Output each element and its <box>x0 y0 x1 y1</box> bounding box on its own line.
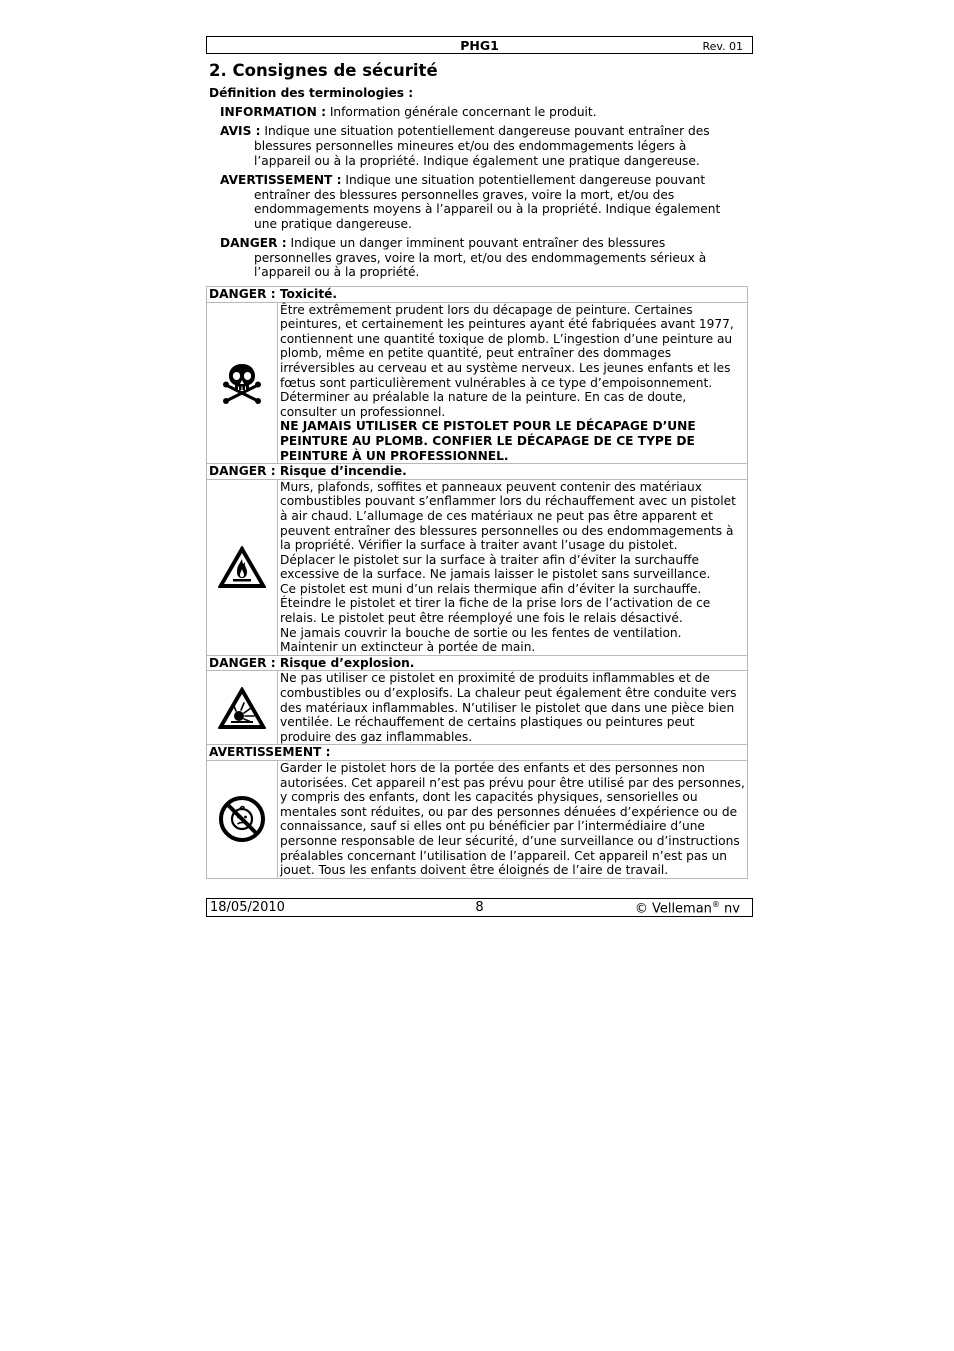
warning-paragraph: Être extrêmement prudent lors du décapage de peinture. Certaines peintures, et certainement les peintures ayant été fabriquées avant 1977, contiennent une quantité toxique de plomb. L’ingestion d’une peinture au plomb, même en petite quantité, peut entraîner des dommages irréversibles au cerveau et au système nerveux. Les jeunes enfants et les fœtus sont particulièrement vulnérables à ce type d’empoisonnement. <box>280 302 734 390</box>
header-model: PHG1 <box>460 38 499 53</box>
warning-text-cell <box>278 671 748 745</box>
safety-warnings-table <box>206 286 748 879</box>
warning-text-cell <box>278 302 748 464</box>
definition-information <box>220 105 746 120</box>
definition-avis <box>220 124 746 168</box>
definition-avertissement <box>220 173 746 231</box>
warning-text-cell <box>278 761 748 879</box>
page-footer <box>206 898 753 917</box>
definition-term: AVERTISSEMENT : <box>220 172 342 187</box>
definitions-list <box>220 105 746 285</box>
definition-text: Information générale concernant le produit. <box>329 105 597 119</box>
definition-term: DANGER : <box>220 236 287 251</box>
warning-title-row <box>207 745 748 761</box>
warning-paragraph: Ce pistolet est muni d’un relais thermique afin d’éviter la surchauffe. Éteindre le pistolet et tirer la fiche de la prise lors de l’activation de ce relais. Le pistolet peut être réemployé une fois le relais désactivé. <box>280 581 711 626</box>
warning-icon-cell <box>207 302 278 464</box>
warning-title-row <box>207 464 748 480</box>
warning-paragraph: Murs, plafonds, soffites et panneaux peuvent contenir des matériaux combustibles pouvant s’enflammer lors du réchauffement avec un pistolet à air chaud. L’allumage de ces matériaux ne peut pas être apparent et peuvent entraîner des blessures personnelles ou des endommagements à la propriété. Vérifier la surface à traiter avant l’usage du pistolet. <box>280 479 736 553</box>
section-title: 2. Consignes de sécurité <box>209 61 438 80</box>
warning-paragraph: Déplacer le pistolet sur la surface à traiter afin d’éviter la surchauffe excessive de la surface. Ne jamais laisser le pistolet sans surveillance. <box>280 552 711 582</box>
definition-term: INFORMATION : <box>220 105 326 119</box>
warning-title: DANGER : Risque d’explosion. <box>207 655 748 671</box>
warning-title: DANGER : Toxicité. <box>207 287 748 303</box>
warning-body-row <box>207 761 748 879</box>
warning-title-row <box>207 287 748 303</box>
footer-company-suffix: nv <box>719 901 740 917</box>
warning-body-row <box>207 302 748 464</box>
explosive-warning-icon <box>217 686 267 730</box>
warning-icon-cell <box>207 671 278 745</box>
definition-text: Indique un danger imminent pouvant entraîner des blessures personnelles graves, voire la mort, et/ou des endommagements sérieux à l’appareil ou à la propriété. <box>254 236 707 280</box>
definition-term: AVIS : <box>220 124 261 139</box>
warning-title: AVERTISSEMENT : <box>207 745 748 761</box>
keep-away-from-children-icon <box>218 795 266 843</box>
warning-paragraph: Ne pas utiliser ce pistolet en proximité de produits inflammables et de combustibles ou d’explosifs. La chaleur peut également être conduite vers des matériaux inflammables. N’utiliser le pistolet que dans une pièce bien ventilée. Le réchauffement de certains plastiques ou peintures peut produire des gaz inflammables. <box>280 671 737 744</box>
warning-title-row <box>207 655 748 671</box>
definition-text: Indique une situation potentiellement dangereuse pouvant entraîner des blessures personnelles mineures et/ou des endommagements légers à l’appareil ou à la propriété. Indique également une pratique dangereuse. <box>254 124 710 168</box>
warning-paragraph: Garder le pistolet hors de la portée des enfants et des personnes non autorisées. Cet appareil n’est pas prévu pour être utilisé par des personnes, y compris des enfants, dont les capacités physiques, sensorielles ou mentales sont réduites, ou par des personnes dénuées d’expérience ou de connaissance, sauf si elles ont pu bénéficier par l’intermédiaire d’une personne responsable de leur sécurité, d’une surveillance ou d’instructions préalables concernant l’utilisation de l’appareil. Cet appareil n’est pas un jouet. Tous les enfants doivent être éloignés de l’aire de travail. <box>280 761 745 878</box>
registered-mark: ® <box>711 900 720 909</box>
warning-title: DANGER : Risque d’incendie. <box>207 464 748 480</box>
terminology-heading: Définition des terminologies : <box>209 86 414 100</box>
footer-copyright <box>635 900 740 916</box>
warning-bold-notice: NE JAMAIS UTILISER CE PISTOLET POUR LE DÉCAPAGE D’UNE PEINTURE AU PLOMB. CONFIER LE DÉCAPAGE DE CE TYPE DE PEINTURE À UN PROFESSIONNEL. <box>280 419 696 463</box>
page-header <box>206 36 753 54</box>
warning-body-row <box>207 671 748 745</box>
flammable-warning-icon <box>217 545 267 589</box>
definition-text: Indique une situation potentiellement dangereuse pouvant entraîner des blessures personnelles graves, voire la mort, et/ou des endommagements moyens à l’appareil ou à la propriété. Indique également une pratique dangereuse. <box>254 172 721 231</box>
footer-date: 18/05/2010 <box>210 900 285 915</box>
footer-copyright-text: © Velleman <box>634 901 712 917</box>
warning-icon-cell <box>207 761 278 879</box>
definition-danger <box>220 236 746 280</box>
warning-paragraph: Déterminer au préalable la nature de la peinture. En cas de doute, consulter un professionnel. <box>280 390 687 419</box>
warning-paragraph: Ne jamais couvrir la bouche de sortie ou les fentes de ventilation. <box>280 625 682 640</box>
warning-paragraph: Maintenir un extincteur à portée de main. <box>280 640 536 655</box>
warning-icon-cell <box>207 479 278 655</box>
warning-text-cell <box>278 479 748 655</box>
skull-crossbones-icon <box>221 362 263 404</box>
footer-page-number: 8 <box>475 900 484 915</box>
warning-body-row <box>207 479 748 655</box>
header-revision: Rev. 01 <box>702 40 743 53</box>
